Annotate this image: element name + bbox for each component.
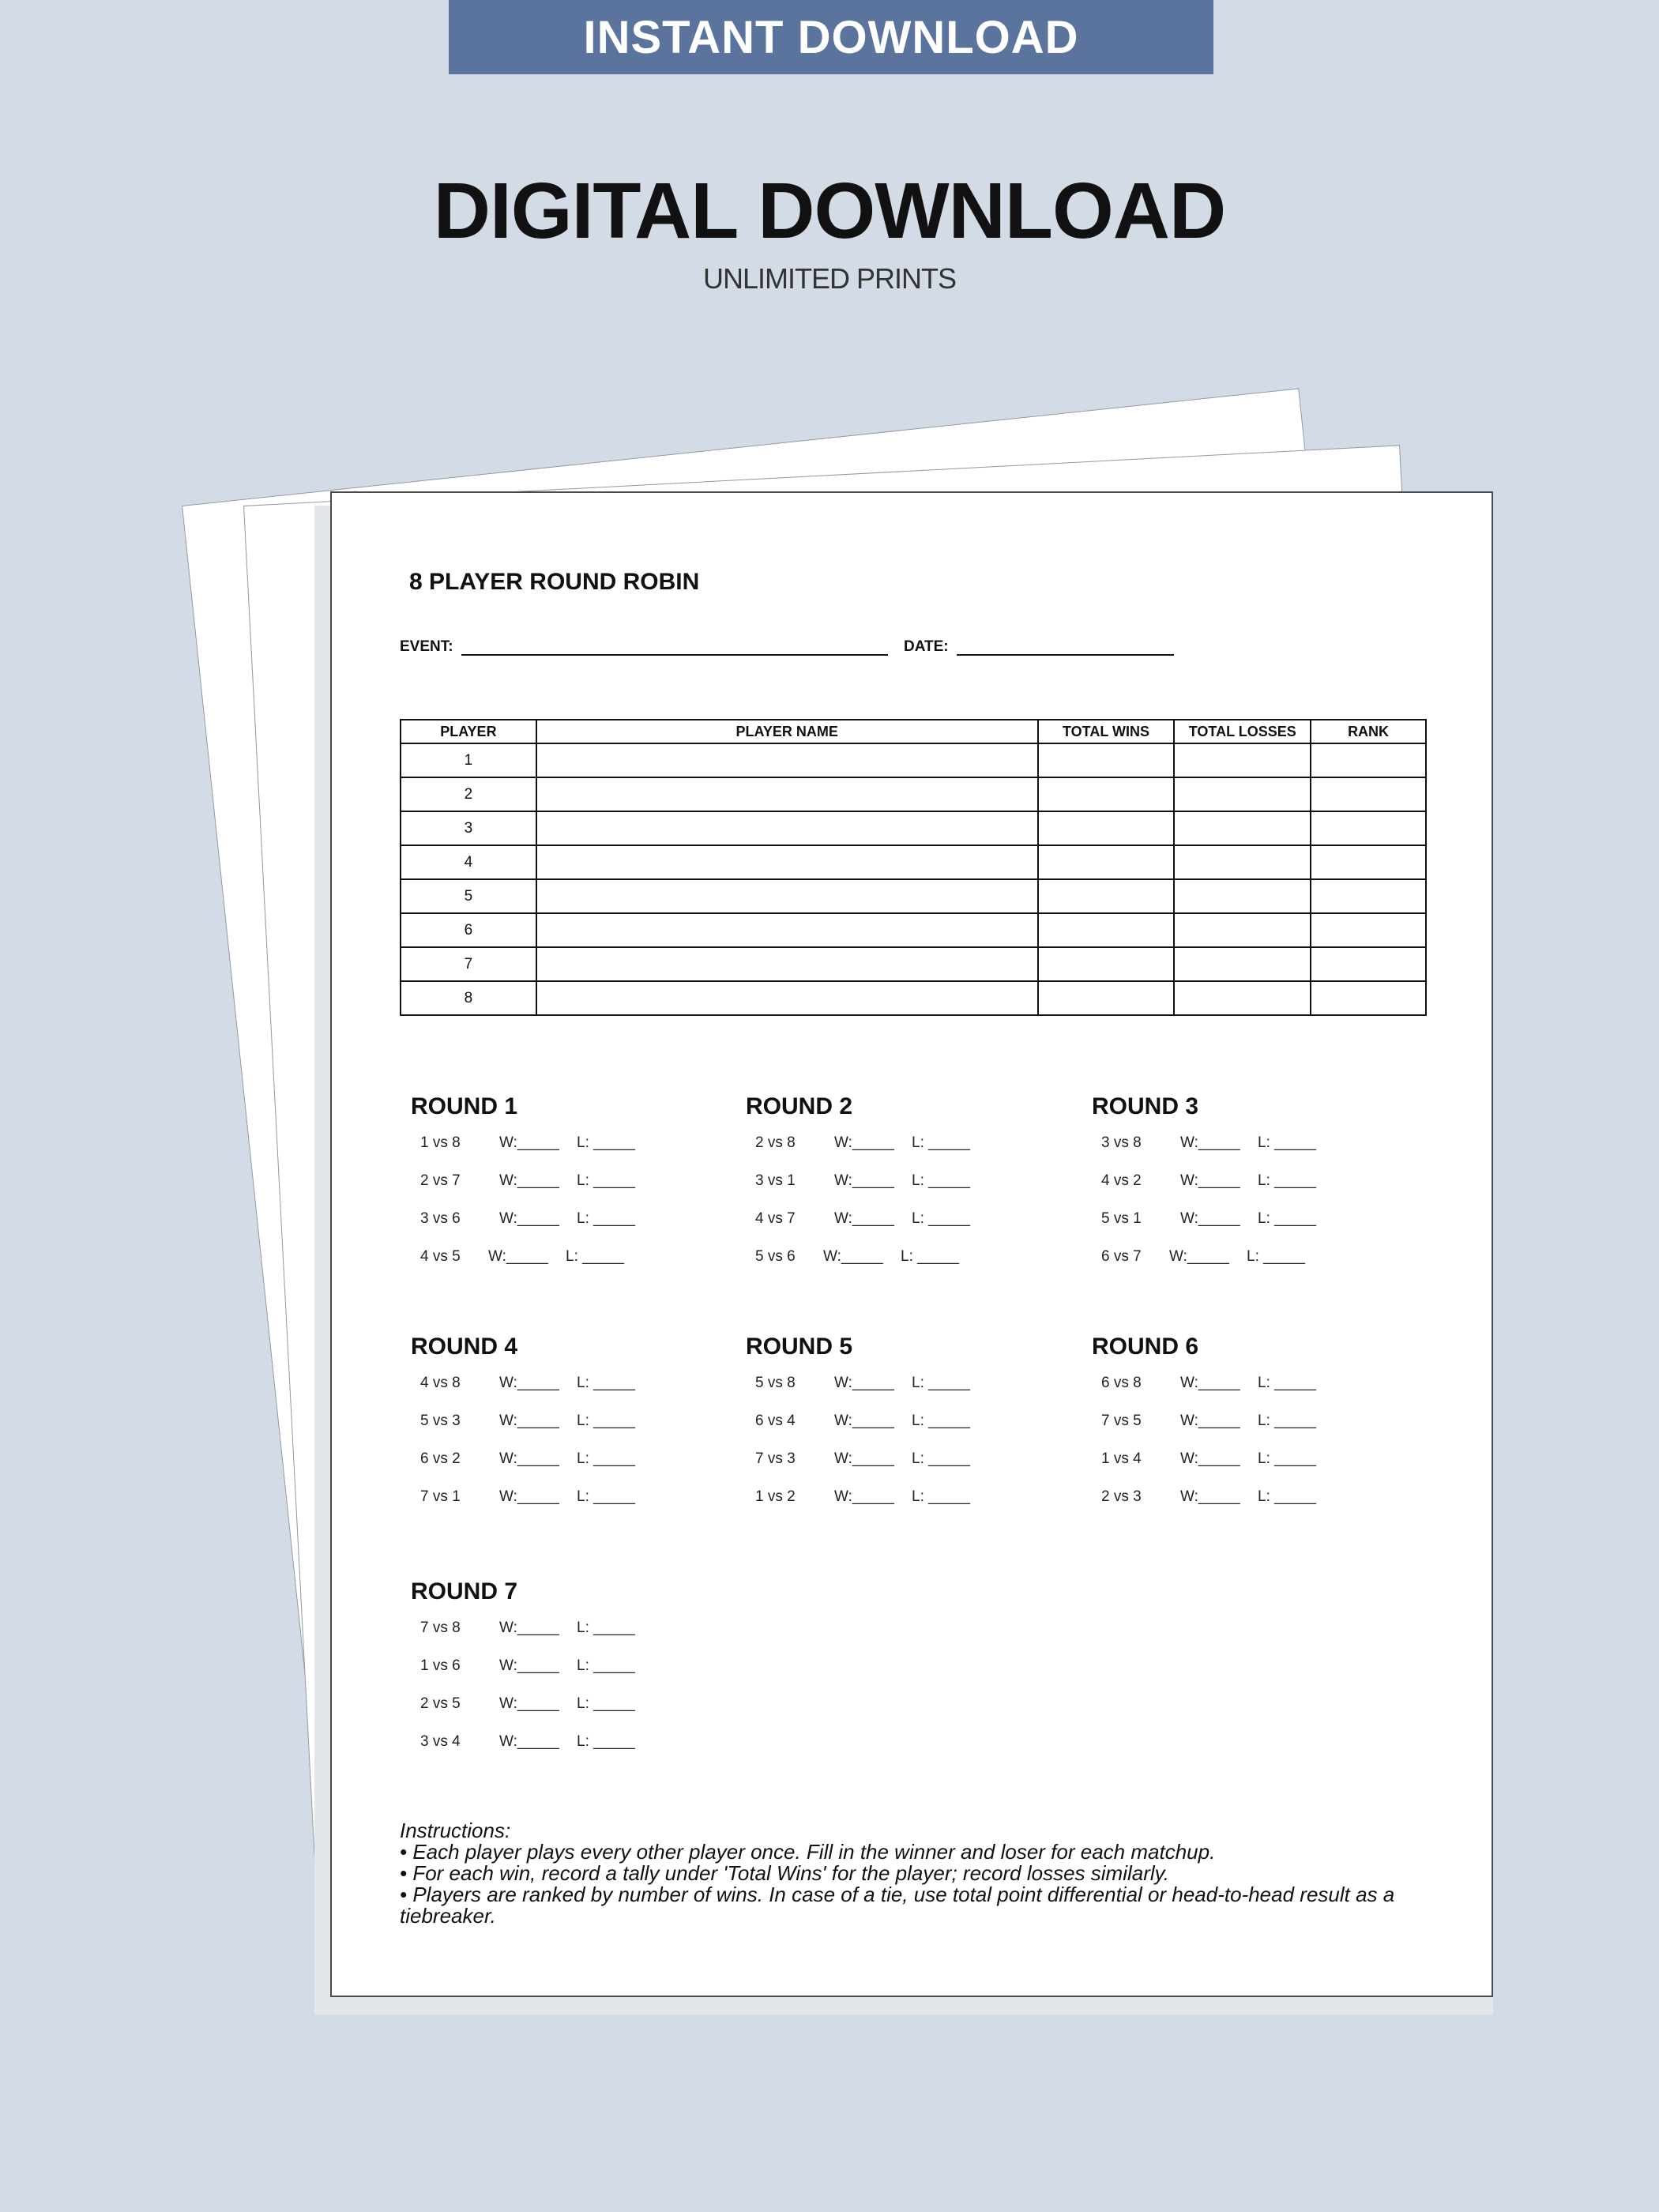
match-row [1092, 1488, 1392, 1526]
loss-blank: L: _____ [1258, 1134, 1316, 1151]
loss-blank: L: _____ [1247, 1248, 1305, 1265]
table-row [401, 743, 1426, 777]
header-player-name: PLAYER NAME [536, 720, 1038, 743]
total-wins-cell [1038, 981, 1175, 1015]
total-losses-cell [1174, 845, 1311, 879]
player-number: 1 [401, 743, 536, 777]
win-blank: W:_____ [823, 1248, 883, 1265]
player-name-cell [536, 879, 1038, 913]
date-line [957, 637, 1174, 656]
player-number: 5 [401, 879, 536, 913]
match-row [746, 1413, 1046, 1450]
instruction-line: • Players are ranked by number of wins. In case of a tie, use total point differential or head-to-head result as a tiebreaker. [400, 1883, 1395, 1928]
loss-blank: L: _____ [1258, 1488, 1316, 1505]
player-number: 2 [401, 777, 536, 811]
loss-blank: L: _____ [577, 1450, 635, 1467]
win-blank: W:_____ [834, 1172, 894, 1189]
rank-cell [1311, 947, 1426, 981]
match-pair: 5 vs 1 [1101, 1210, 1142, 1227]
player-number: 7 [401, 947, 536, 981]
header-rank: RANK [1311, 720, 1426, 743]
table-row [401, 947, 1426, 981]
match-row [746, 1375, 1046, 1413]
match-row [411, 1248, 711, 1286]
loss-blank: L: _____ [912, 1450, 970, 1467]
headline-title: DIGITAL DOWNLOAD [433, 167, 1226, 255]
match-row [1092, 1210, 1392, 1248]
round-block [411, 1093, 711, 1286]
match-pair: 4 vs 7 [755, 1210, 796, 1227]
round-title: ROUND 4 [411, 1334, 518, 1360]
win-blank: W:_____ [499, 1210, 559, 1227]
match-pair: 2 vs 7 [420, 1172, 461, 1189]
player-name-cell [536, 743, 1038, 777]
match-row [746, 1488, 1046, 1526]
header-player: PLAYER [401, 720, 536, 743]
match-pair: 4 vs 2 [1101, 1172, 1142, 1189]
match-pair: 4 vs 8 [420, 1375, 461, 1391]
round-title: ROUND 5 [746, 1334, 853, 1360]
sheet-title: 8 PLAYER ROUND ROBIN [409, 569, 700, 595]
total-losses-cell [1174, 913, 1311, 947]
match-pair: 5 vs 6 [755, 1248, 796, 1265]
loss-blank: L: _____ [577, 1413, 635, 1429]
event-field [400, 637, 888, 656]
win-blank: W:_____ [1180, 1413, 1240, 1429]
loss-blank: L: _____ [1258, 1172, 1316, 1189]
header-total-losses: TOTAL LOSSES [1174, 720, 1311, 743]
match-row [1092, 1450, 1392, 1488]
match-row [411, 1488, 711, 1526]
total-losses-cell [1174, 879, 1311, 913]
date-label: DATE: [904, 638, 949, 655]
player-number: 3 [401, 811, 536, 845]
win-blank: W:_____ [1169, 1248, 1229, 1265]
match-row [1092, 1172, 1392, 1210]
banner-label: INSTANT DOWNLOAD [583, 11, 1079, 63]
loss-blank: L: _____ [912, 1134, 970, 1151]
match-pair: 6 vs 2 [420, 1450, 461, 1467]
win-blank: W:_____ [499, 1657, 559, 1674]
match-row [411, 1733, 711, 1771]
loss-blank: L: _____ [577, 1375, 635, 1391]
instruction-line: • For each win, record a tally under 'Total Wins' for the player; record losses similarly. [400, 1861, 1169, 1885]
win-blank: W:_____ [499, 1733, 559, 1750]
match-pair: 2 vs 8 [755, 1134, 796, 1151]
match-pair: 5 vs 3 [420, 1413, 461, 1429]
match-pair: 4 vs 5 [420, 1248, 461, 1265]
win-blank: W:_____ [834, 1488, 894, 1505]
win-blank: W:_____ [834, 1210, 894, 1227]
round-block [1092, 1093, 1392, 1286]
match-pair: 7 vs 1 [420, 1488, 461, 1505]
match-row [411, 1450, 711, 1488]
total-wins-cell [1038, 743, 1175, 777]
total-losses-cell [1174, 811, 1311, 845]
match-row [1092, 1375, 1392, 1413]
loss-blank: L: _____ [1258, 1450, 1316, 1467]
loss-blank: L: _____ [912, 1375, 970, 1391]
rank-cell [1311, 845, 1426, 879]
loss-blank: L: _____ [577, 1657, 635, 1674]
match-row [746, 1172, 1046, 1210]
win-blank: W:_____ [834, 1450, 894, 1467]
player-number: 4 [401, 845, 536, 879]
round-title: ROUND 3 [1092, 1093, 1199, 1119]
win-blank: W:_____ [499, 1375, 559, 1391]
loss-blank: L: _____ [577, 1172, 635, 1189]
match-pair: 1 vs 8 [420, 1134, 461, 1151]
table-header-row [401, 720, 1426, 743]
match-pair: 3 vs 8 [1101, 1134, 1142, 1151]
players-table [400, 719, 1427, 1016]
player-number: 8 [401, 981, 536, 1015]
loss-blank: L: _____ [577, 1488, 635, 1505]
round-title: ROUND 7 [411, 1578, 518, 1604]
total-wins-cell [1038, 913, 1175, 947]
match-row [746, 1210, 1046, 1248]
loss-blank: L: _____ [1258, 1375, 1316, 1391]
player-name-cell [536, 981, 1038, 1015]
win-blank: W:_____ [1180, 1375, 1240, 1391]
win-blank: W:_____ [834, 1413, 894, 1429]
match-row [411, 1695, 711, 1733]
win-blank: W:_____ [834, 1375, 894, 1391]
match-row [411, 1413, 711, 1450]
match-row [1092, 1134, 1392, 1172]
round-block [411, 1578, 711, 1771]
table-row [401, 981, 1426, 1015]
match-row [746, 1134, 1046, 1172]
total-wins-cell [1038, 777, 1175, 811]
loss-blank: L: _____ [577, 1210, 635, 1227]
round-title: ROUND 1 [411, 1093, 518, 1119]
player-name-cell [536, 811, 1038, 845]
win-blank: W:_____ [834, 1134, 894, 1151]
date-field [904, 637, 1174, 656]
round-block [411, 1334, 711, 1526]
match-pair: 3 vs 1 [755, 1172, 796, 1189]
win-blank: W:_____ [1180, 1450, 1240, 1467]
win-blank: W:_____ [499, 1134, 559, 1151]
match-row [746, 1450, 1046, 1488]
headline-subtitle: UNLIMITED PRINTS [702, 262, 957, 295]
match-row [411, 1172, 711, 1210]
match-pair: 1 vs 4 [1101, 1450, 1142, 1467]
instant-download-banner [449, 0, 1213, 74]
match-pair: 1 vs 2 [755, 1488, 796, 1505]
table-row [401, 879, 1426, 913]
loss-blank: L: _____ [912, 1210, 970, 1227]
event-label: EVENT: [400, 638, 453, 655]
loss-blank: L: _____ [566, 1248, 624, 1265]
round-block [1092, 1334, 1392, 1526]
total-losses-cell [1174, 743, 1311, 777]
win-blank: W:_____ [499, 1695, 559, 1712]
rank-cell [1311, 811, 1426, 845]
match-pair: 6 vs 4 [755, 1413, 796, 1429]
player-number: 6 [401, 913, 536, 947]
table-row [401, 777, 1426, 811]
rank-cell [1311, 913, 1426, 947]
total-wins-cell [1038, 879, 1175, 913]
loss-blank: L: _____ [577, 1695, 635, 1712]
win-blank: W:_____ [499, 1450, 559, 1467]
rank-cell [1311, 743, 1426, 777]
match-pair: 6 vs 8 [1101, 1375, 1142, 1391]
round-title: ROUND 6 [1092, 1334, 1199, 1360]
match-row [411, 1210, 711, 1248]
win-blank: W:_____ [1180, 1134, 1240, 1151]
event-line [461, 637, 888, 656]
loss-blank: L: _____ [901, 1248, 959, 1265]
win-blank: W:_____ [499, 1172, 559, 1189]
match-row [1092, 1248, 1392, 1286]
win-blank: W:_____ [499, 1620, 559, 1636]
match-row [411, 1620, 711, 1657]
player-name-cell [536, 845, 1038, 879]
win-blank: W:_____ [488, 1248, 548, 1265]
table-row [401, 845, 1426, 879]
win-blank: W:_____ [1180, 1488, 1240, 1505]
round-block [746, 1334, 1046, 1526]
match-row [411, 1134, 711, 1172]
round-block [746, 1093, 1046, 1286]
round-title: ROUND 2 [746, 1093, 853, 1119]
total-losses-cell [1174, 947, 1311, 981]
rank-cell [1311, 777, 1426, 811]
total-losses-cell [1174, 981, 1311, 1015]
total-wins-cell [1038, 845, 1175, 879]
win-blank: W:_____ [1180, 1172, 1240, 1189]
table-row [401, 913, 1426, 947]
match-row [746, 1248, 1046, 1286]
loss-blank: L: _____ [912, 1413, 970, 1429]
rank-cell [1311, 981, 1426, 1015]
match-pair: 7 vs 5 [1101, 1413, 1142, 1429]
round-robin-sheet [330, 491, 1493, 1997]
win-blank: W:_____ [499, 1413, 559, 1429]
loss-blank: L: _____ [577, 1620, 635, 1636]
table-row [401, 811, 1426, 845]
match-pair: 7 vs 8 [420, 1620, 461, 1636]
match-pair: 3 vs 6 [420, 1210, 461, 1227]
player-name-cell [536, 913, 1038, 947]
loss-blank: L: _____ [1258, 1413, 1316, 1429]
instructions [400, 1820, 1450, 1927]
match-pair: 5 vs 8 [755, 1375, 796, 1391]
loss-blank: L: _____ [577, 1733, 635, 1750]
header-total-wins: TOTAL WINS [1038, 720, 1175, 743]
match-pair: 1 vs 6 [420, 1657, 461, 1674]
match-pair: 6 vs 7 [1101, 1248, 1142, 1265]
win-blank: W:_____ [1180, 1210, 1240, 1227]
loss-blank: L: _____ [577, 1134, 635, 1151]
total-losses-cell [1174, 777, 1311, 811]
player-name-cell [536, 947, 1038, 981]
player-name-cell [536, 777, 1038, 811]
match-pair: 3 vs 4 [420, 1733, 461, 1750]
match-row [1092, 1413, 1392, 1450]
loss-blank: L: _____ [912, 1488, 970, 1505]
total-wins-cell [1038, 947, 1175, 981]
instruction-line: • Each player plays every other player once. Fill in the winner and loser for each matchup. [400, 1840, 1216, 1864]
loss-blank: L: _____ [1258, 1210, 1316, 1227]
instructions-heading: Instructions: [400, 1819, 511, 1842]
match-pair: 2 vs 3 [1101, 1488, 1142, 1505]
match-pair: 7 vs 3 [755, 1450, 796, 1467]
win-blank: W:_____ [499, 1488, 559, 1505]
match-row [411, 1657, 711, 1695]
rank-cell [1311, 879, 1426, 913]
match-pair: 2 vs 5 [420, 1695, 461, 1712]
loss-blank: L: _____ [912, 1172, 970, 1189]
total-wins-cell [1038, 811, 1175, 845]
match-row [411, 1375, 711, 1413]
